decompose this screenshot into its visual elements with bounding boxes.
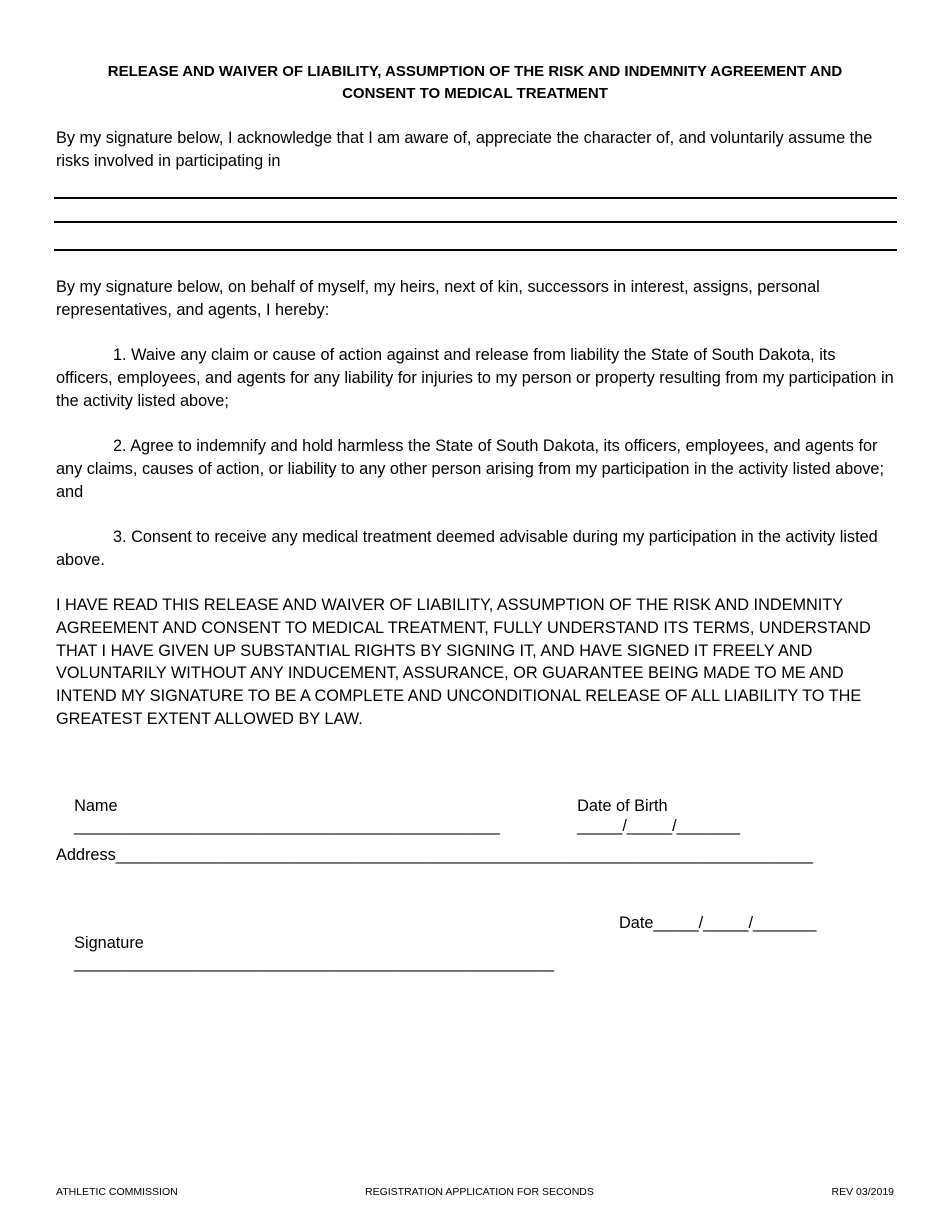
clause-3 xyxy=(56,526,896,572)
address-field[interactable]: _____________________________________________________________________________ xyxy=(115,846,813,864)
date-field[interactable]: _____/_____/_______ xyxy=(653,914,817,932)
address-row xyxy=(56,845,813,865)
activity-line-2[interactable] xyxy=(54,221,897,223)
signature-row xyxy=(56,913,554,993)
activity-line-1[interactable] xyxy=(54,197,897,199)
title-line-2: CONSENT TO MEDICAL TREATMENT xyxy=(342,85,608,102)
clause-2 xyxy=(56,435,896,503)
clause-3-text: 3. Consent to receive any medical treatment deemed advisable during my participation in the activity listed above. xyxy=(56,528,878,569)
footer-right: REV 03/2019 xyxy=(831,1186,894,1198)
footer-left: ATHLETIC COMMISSION xyxy=(56,1186,178,1198)
document-title xyxy=(56,61,894,105)
dob-field[interactable]: _____/_____/_______ xyxy=(577,817,741,835)
acknowledgment-paragraph: I HAVE READ THIS RELEASE AND WAIVER OF LIABILITY, ASSUMPTION OF THE RISK AND INDEMNITY AGREEMENT AND CONSENT TO MEDICAL TREATMENT, FULLY UNDERSTAND ITS TERMS, UNDERSTAND THAT I HAVE GIVEN UP SUBSTANTIAL RIGHTS BY SIGNING IT, AND HAVE SIGNED IT FREELY AND VOLUNTARILY WITHOUT ANY INDUCEMENT, ASSURANCE, OR GUARANTEE BEING MADE TO ME AND INTEND MY SIGNATURE TO BE A COMPLETE AND UNCONDITIONAL RELEASE OF ALL LIABILITY TO THE GREATEST EXTENT ALLOWED BY LAW. xyxy=(56,596,871,728)
title-line-1: RELEASE AND WAIVER OF LIABILITY, ASSUMPTION OF THE RISK AND INDEMNITY AGREEMENT AND xyxy=(107,63,843,80)
behalf-paragraph: By my signature below, on behalf of myself, my heirs, next of kin, successors in interest, assigns, personal representatives, and agents, I hereby: xyxy=(56,278,820,319)
dob-label: Date of Birth xyxy=(577,797,668,815)
signature-label: Signature xyxy=(74,934,144,952)
name-row xyxy=(56,776,500,856)
name-field[interactable]: _______________________________________________ xyxy=(74,817,500,835)
intro-paragraph: By my signature below, I acknowledge that I am aware of, appreciate the character of, and voluntarily assume the risks involved in participating in xyxy=(56,129,873,170)
clause-1 xyxy=(56,344,896,412)
clause-2-text: 2. Agree to indemnify and hold harmless the State of South Dakota, its officers, employees, and agents for any claims, causes of action, or liability to any other person arising from my participation in the activity listed above; and xyxy=(56,437,885,501)
address-label: Address xyxy=(56,846,116,864)
dob-row xyxy=(559,776,740,856)
footer-center: REGISTRATION APPLICATION FOR SECONDS xyxy=(365,1186,594,1198)
date-row xyxy=(619,913,816,933)
name-label: Name xyxy=(74,797,118,815)
clause-1-text: 1. Waive any claim or cause of action against and release from liability the State of South Dakota, its officers, employees, and agents for any liability for injuries to my person or property resulting from my participation in the activity listed above; xyxy=(56,346,894,410)
date-label: Date xyxy=(619,914,654,932)
signature-field[interactable]: _____________________________________________________ xyxy=(74,954,555,972)
activity-line-3[interactable] xyxy=(54,249,897,251)
